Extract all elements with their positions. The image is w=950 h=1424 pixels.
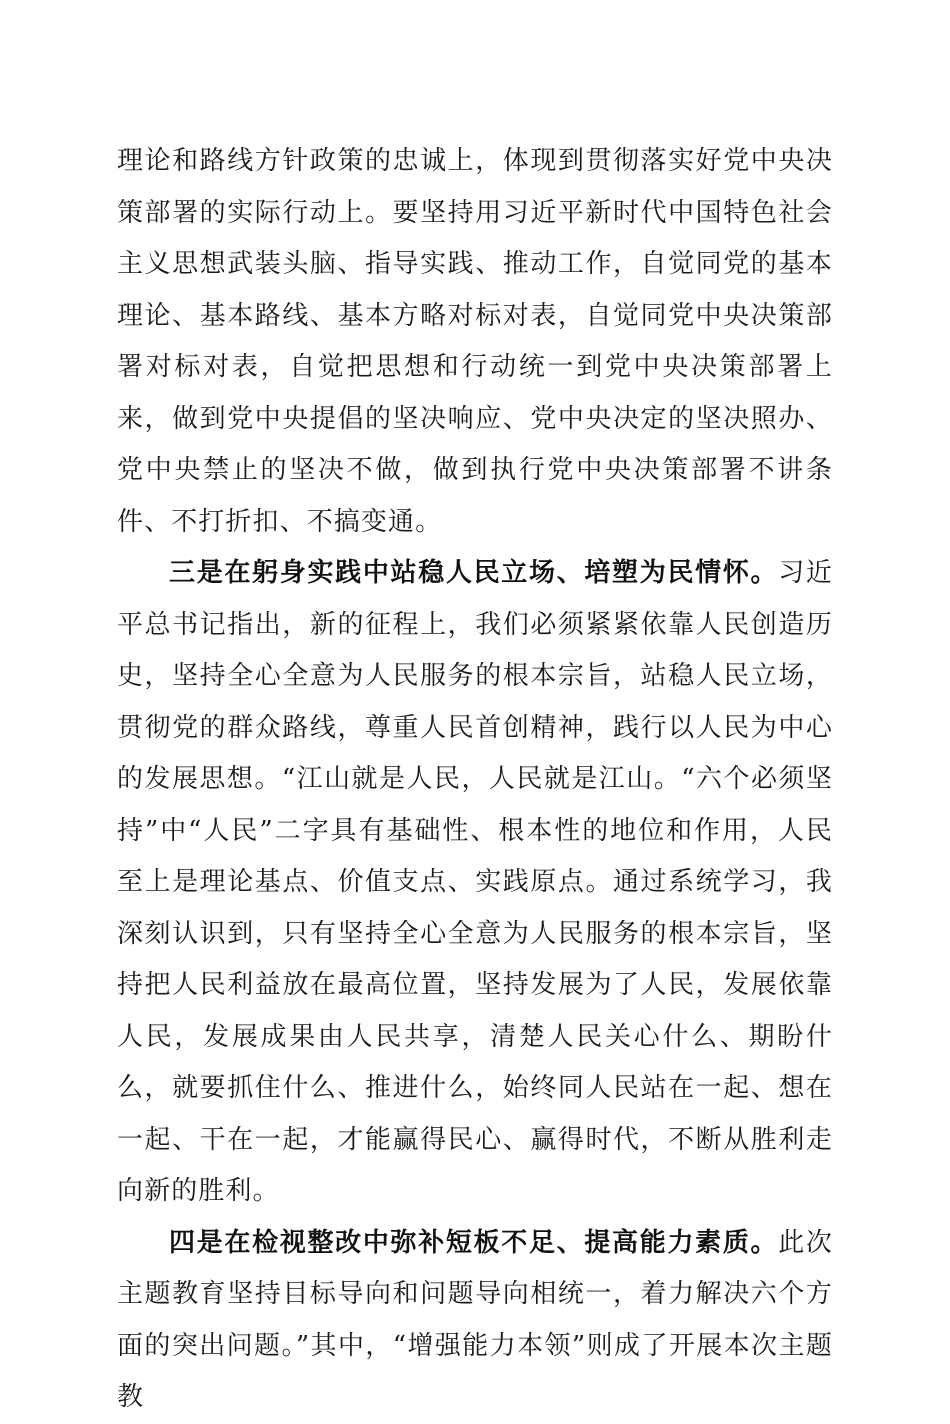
paragraph-3-text: 此次主题教育坚持目标导向和问题导向相统一，着力解决六个方面的突出问题。”其中，“增强能力本领”则成了开展本次主题教 bbox=[117, 1227, 833, 1412]
paragraph-1-text: 理论和路线方针政策的忠诚上，体现到贯彻落实好党中央决策部署的实际行动上。要坚持用习近平新时代中国特色社会主义思想武装头脑、指导实践、推动工作，自觉同党的基本理论、基本路线、基本方略对标对表，自觉同党中央决策部署对标对表，自觉把思想和行动统一到党中央决策部署上来，做到党中央提倡的坚决响应、党中央决定的坚决照办、党中央禁止的坚决不做，做到执行党中央决策部署不讲条件、不打折扣、不搞变通。 bbox=[117, 146, 833, 537]
paragraph-2 bbox=[117, 548, 833, 1218]
paragraph-2-text: 习近平总书记指出，新的征程上，我们必须紧紧依靠人民创造历史，坚持全心全意为人民服务的根本宗旨，站稳人民立场，贯彻党的群众路线，尊重人民首创精神，践行以人民为中心的发展思想。“江山就是人民，人民就是江山。“六个必须坚持”中“人民”二字具有基础性、根本性的地位和作用，人民至上是理论基点、价值支点、实践原点。通过系统学习，我深刻认识到，只有坚持全心全意为人民服务的根本宗旨，坚持把人民利益放在最高位置，坚持发展为了人民，发展依靠人民，发展成果由人民共享，清楚人民关心什么、期盼什么，就要抓住什么、推进什么，始终同人民站在一起、想在一起、干在一起，才能赢得民心、赢得时代，不断从胜利走向新的胜利。 bbox=[117, 558, 833, 1206]
paragraph-3 bbox=[117, 1218, 833, 1424]
paragraph-2-heading: 三是在躬身实践中站稳人民立场、培塑为民情怀。 bbox=[169, 558, 779, 588]
document-body bbox=[117, 136, 833, 1424]
paragraph-3-heading: 四是在检视整改中弥补短板不足、提高能力素质。 bbox=[169, 1227, 779, 1258]
paragraph-1 bbox=[117, 136, 833, 548]
